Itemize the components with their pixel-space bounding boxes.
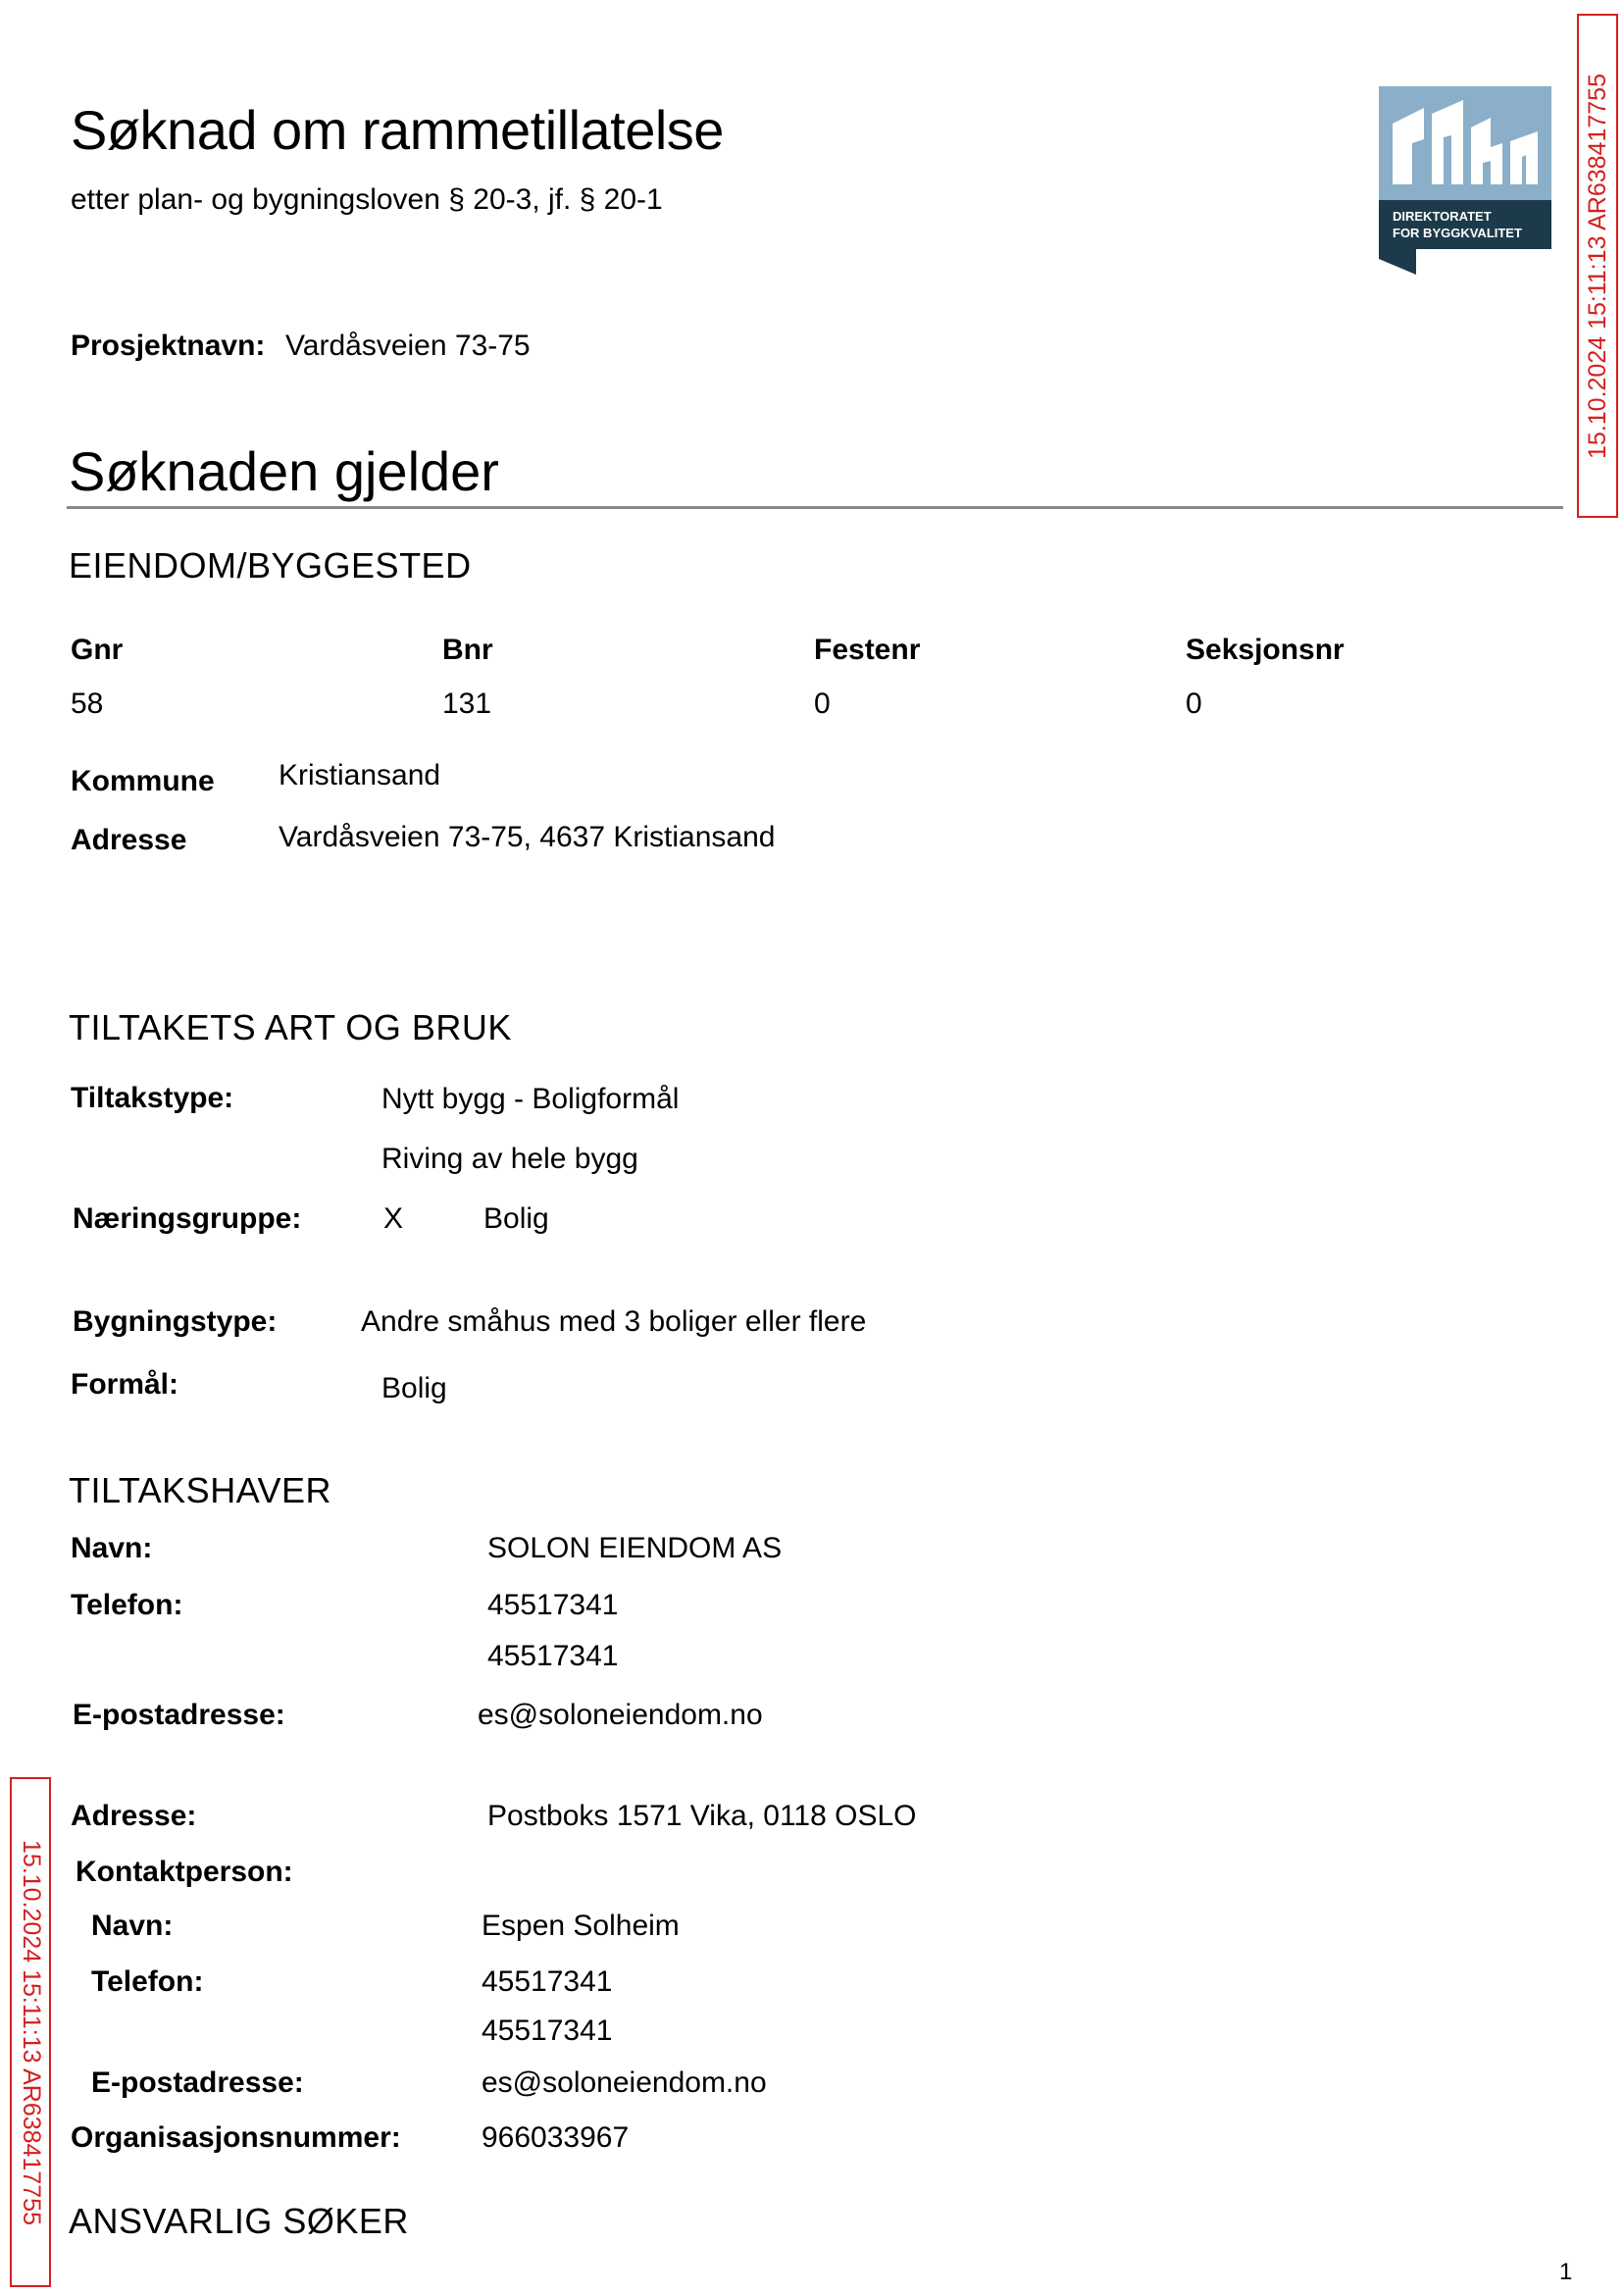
seksjonsnr-value: 0 — [1186, 688, 1202, 720]
kontakt-navn-value: Espen Solheim — [482, 1910, 680, 1942]
tiltakshaver-adresse-value: Postboks 1571 Vika, 0118 OSLO — [487, 1800, 917, 1832]
orgnr-label: Organisasjonsnummer: — [71, 2121, 401, 2154]
tiltakshaver-heading: TILTAKSHAVER — [69, 1470, 332, 1510]
document-subtitle: etter plan- og bygningsloven § 20-3, jf. § 20-1 — [71, 183, 663, 216]
logo-line2: FOR BYGGKVALITET — [1393, 226, 1522, 240]
naeringsgruppe-value: Bolig — [483, 1202, 549, 1235]
festenr-header: Festenr — [814, 634, 921, 666]
tiltakshaver-telefon-value-1: 45517341 — [487, 1589, 619, 1621]
tiltakstype-value-2: Riving av hele bygg — [381, 1143, 638, 1175]
tiltakshaver-navn-value: SOLON EIENDOM AS — [487, 1532, 783, 1564]
tiltakstype-value-1: Nytt bygg - Boligformål — [381, 1083, 680, 1115]
naeringsgruppe-code: X — [383, 1202, 404, 1235]
seksjonsnr-header: Seksjonsnr — [1186, 634, 1345, 666]
tiltakshaver-epost-value: es@soloneiendom.no — [478, 1699, 763, 1731]
kontakt-epost-label: E-postadresse: — [91, 2066, 304, 2099]
tiltakshaver-epost-label: E-postadresse: — [73, 1699, 285, 1731]
formal-label: Formål: — [71, 1368, 179, 1401]
ansvarlig-heading: ANSVARLIG SØKER — [69, 2201, 409, 2241]
project-label: Prosjektnavn: — [71, 330, 266, 362]
stamp-text: 15.10.2024 15:11:13 AR638417755 — [17, 1839, 45, 2225]
kommune-value: Kristiansand — [279, 759, 441, 791]
kommune-label: Kommune — [71, 765, 215, 797]
kontakt-telefon-label: Telefon: — [91, 1965, 204, 1998]
festenr-value: 0 — [814, 688, 831, 720]
bnr-header: Bnr — [442, 634, 493, 666]
timestamp-stamp-left — [10, 1777, 51, 2287]
dibk-logo — [1379, 86, 1551, 275]
formal-value: Bolig — [381, 1372, 447, 1404]
logo-line1: DIREKTORATET — [1393, 209, 1492, 224]
tiltakstype-label: Tiltakstype: — [71, 1082, 234, 1114]
project-value: Vardåsveien 73-75 — [285, 330, 531, 362]
timestamp-stamp-right — [1577, 14, 1618, 518]
kontaktperson-label: Kontaktperson: — [76, 1856, 293, 1888]
kontakt-telefon-value-1: 45517341 — [482, 1965, 613, 1998]
tiltak-heading: TILTAKETS ART OG BRUK — [69, 1007, 512, 1047]
bygningstype-label: Bygningstype: — [73, 1305, 278, 1338]
page-number: 1 — [1559, 2259, 1573, 2285]
gnr-header: Gnr — [71, 634, 124, 666]
section-heading: Søknaden gjelder — [69, 440, 499, 502]
bygningstype-value: Andre småhus med 3 boliger eller flere — [361, 1305, 867, 1338]
kontakt-navn-label: Navn: — [91, 1910, 174, 1942]
adresse-value: Vardåsveien 73-75, 4637 Kristiansand — [279, 821, 776, 853]
tiltakshaver-adresse-label: Adresse: — [71, 1800, 197, 1832]
dibk-logo-graphic — [1379, 86, 1551, 275]
tiltakshaver-telefon-label: Telefon: — [71, 1589, 183, 1621]
tiltakshaver-telefon-value-2: 45517341 — [487, 1640, 619, 1672]
section-divider — [67, 506, 1563, 509]
naeringsgruppe-label: Næringsgruppe: — [73, 1202, 302, 1235]
adresse-label: Adresse — [71, 824, 187, 856]
stamp-text: 15.10.2024 15:11:13 AR638417755 — [1583, 73, 1611, 459]
document-title: Søknad om rammetillatelse — [71, 99, 724, 161]
orgnr-value: 966033967 — [482, 2121, 630, 2154]
tiltakshaver-navn-label: Navn: — [71, 1532, 153, 1564]
kontakt-epost-value: es@soloneiendom.no — [482, 2066, 767, 2099]
gnr-value: 58 — [71, 688, 104, 720]
kontakt-telefon-value-2: 45517341 — [482, 2014, 613, 2047]
bnr-value: 131 — [442, 688, 492, 720]
eiendom-heading: EIENDOM/BYGGESTED — [69, 545, 472, 586]
